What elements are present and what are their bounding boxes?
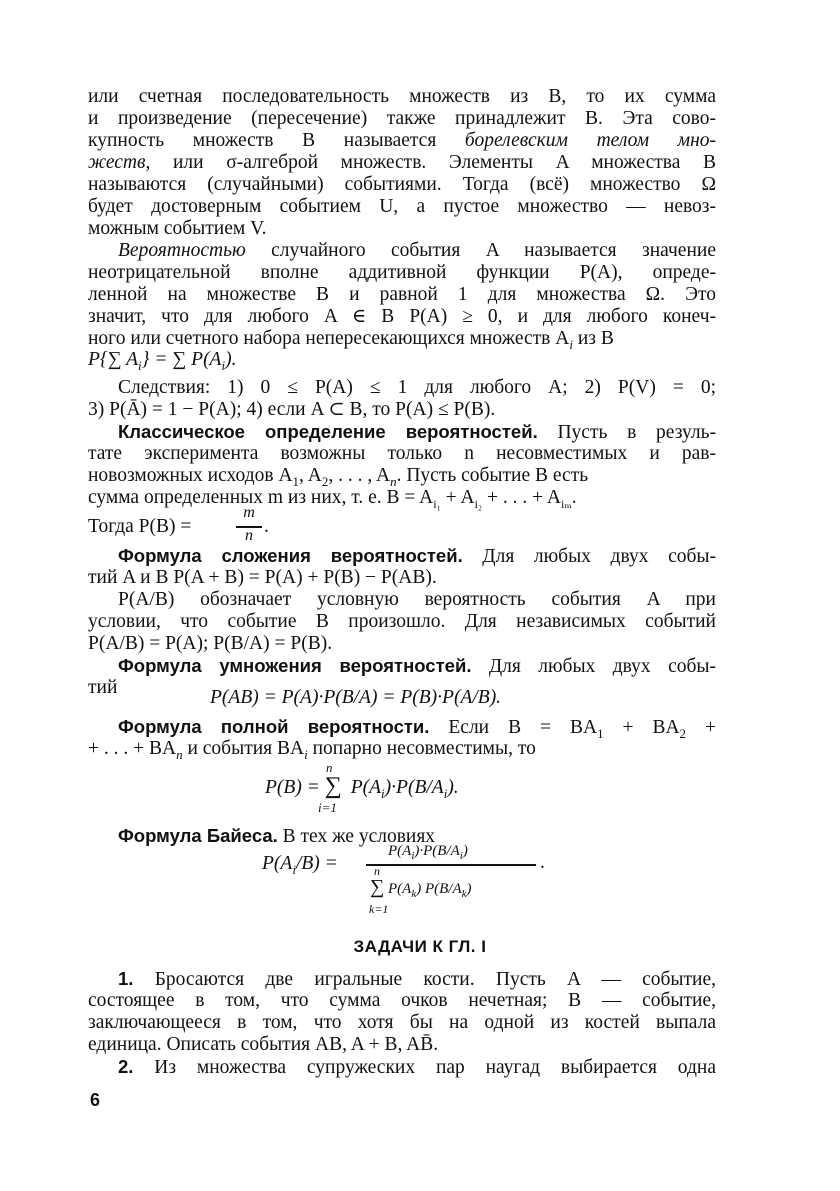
text-line: будет достоверным событием U, а пустое множество — невоз- bbox=[88, 196, 716, 217]
formula-multiplication: P(AB) = P(A)·P(B/A) = P(B)·P(A/B). bbox=[210, 687, 502, 708]
text-line: единица. Описать события AB, A + B, AB̄. bbox=[88, 1034, 439, 1055]
text-line: тий bbox=[88, 677, 118, 698]
text-line: и произведение (пересечение) также принадлежит B. Эта сово- bbox=[88, 108, 716, 129]
formula-bayes-numerator: $P(A_i)\cdot P(B/A_i)$ bbox=[388, 843, 468, 862]
text-line: P(A/B) = P(A); P(B/A) = P(B). bbox=[88, 633, 333, 654]
text-line: тий A и B P(A + B) = P(A) + P(B) − P(AB). bbox=[88, 567, 437, 588]
problem-2: 2. Из множества супружеских пар наугад выбирается одна bbox=[118, 1056, 716, 1078]
text-line: 3) P(Ā) = 1 − P(A); 4) если A ⊂ B, то P(A) ≤ P(B). bbox=[88, 399, 496, 420]
text-line: Следствия: 1) 0 ≤ P(A) ≤ 1 для любого A; 2) P(V) = 0; bbox=[118, 377, 716, 398]
sum-lower-limit: i=1 bbox=[318, 800, 337, 815]
text-line: сумма определенных m из них, т. е. $B = A_{i_1} + A_{i_2}$ + . . . + $A_{i_m}$. bbox=[88, 487, 577, 511]
problem-1: 1. Бросаются две игральные кости. Пусть A — событие, bbox=[118, 968, 716, 990]
section-bayes: Формула Байеса. В тех же условиях bbox=[118, 825, 436, 847]
page-number: 6 bbox=[90, 1090, 101, 1110]
formula-bayes-lhs: $P(A_i/B)$ = bbox=[262, 853, 338, 877]
text-line: + . . . + $BA_n$ и события $BA_i$ попарно несовместимы, то bbox=[88, 738, 536, 762]
text-line: называются (случайными) событиями. Тогда (всё) множество Ω bbox=[88, 174, 716, 195]
formula-sum: P{∑ $A_i$} = ∑ $P(A_i)$. bbox=[88, 349, 237, 373]
formula-bayes-denominator: ∑ $P(A_k)$ $P(B/A_k)$ bbox=[370, 876, 472, 900]
text-line: неотрицательной вполне аддитивной функции P(A), опреде- bbox=[88, 262, 716, 283]
text-line: можным событием V. bbox=[88, 218, 267, 239]
text-line: значит, что для любого A ∈ B P(A) ≥ 0, и для любого конеч- bbox=[88, 306, 716, 327]
section-multiplication: Формула умножения вероятностей. Для любых двух собы- bbox=[118, 655, 716, 677]
text-line: . bbox=[540, 852, 545, 873]
section-addition: Формула сложения вероятностей. Для любых двух собы- bbox=[118, 545, 716, 567]
text-line: новозможных исходов $A_1$, $A_2$, . . . , $A_n$. Пусть событие B есть bbox=[88, 465, 589, 489]
sum-upper-limit: n bbox=[374, 864, 380, 878]
text-line: ного или счетного набора непересекающихся множеств $A_i$ из B bbox=[88, 328, 614, 352]
text-line: условии, что событие B произошло. Для независимых событий bbox=[88, 611, 716, 632]
section-classic: Классическое определение вероятностей. Пусть в резуль- bbox=[118, 421, 716, 443]
formula-total-probability: P(B) = ∑ $P(A_i)\cdot P(B/A_i)$. bbox=[265, 773, 459, 801]
text-line: Тогда P(B) = bbox=[88, 516, 192, 537]
text-line: заключающееся в том, что хотя бы на одной из костей выпала bbox=[88, 1012, 716, 1033]
section-total-probability: Формула полной вероятности. Если $B = BA_1 + BA_2$ + bbox=[118, 716, 716, 741]
text-line: P(A/B) обозначает условную вероятность события A при bbox=[118, 589, 716, 610]
text-line: тате эксперимента возможны только n несовместимых и рав- bbox=[88, 443, 716, 464]
text-line: купность множеств B называется борелевским телом мно- bbox=[88, 130, 716, 151]
fraction-bar bbox=[366, 864, 536, 866]
section-heading: ЗАДАЧИ К ГЛ. I bbox=[353, 937, 487, 956]
fraction-denominator: n bbox=[245, 527, 253, 544]
fraction-numerator: m bbox=[243, 504, 255, 521]
text-line: Вероятностью случайного события A называется значение bbox=[118, 240, 716, 261]
text-line: состоящее в том, что сумма очков нечетная; B — событие, bbox=[88, 990, 716, 1011]
sum-lower-limit: k=1 bbox=[369, 902, 389, 916]
text-line: жеств, или σ-алгеброй множеств. Элементы A множества B bbox=[88, 152, 716, 173]
text-line: . bbox=[264, 516, 269, 537]
sum-upper-limit: n bbox=[326, 760, 333, 775]
text-line: или счетная последовательность множеств из B, то их сумма bbox=[88, 86, 716, 107]
text-line: ленной на множестве B и равной 1 для множества Ω. Это bbox=[88, 284, 716, 305]
